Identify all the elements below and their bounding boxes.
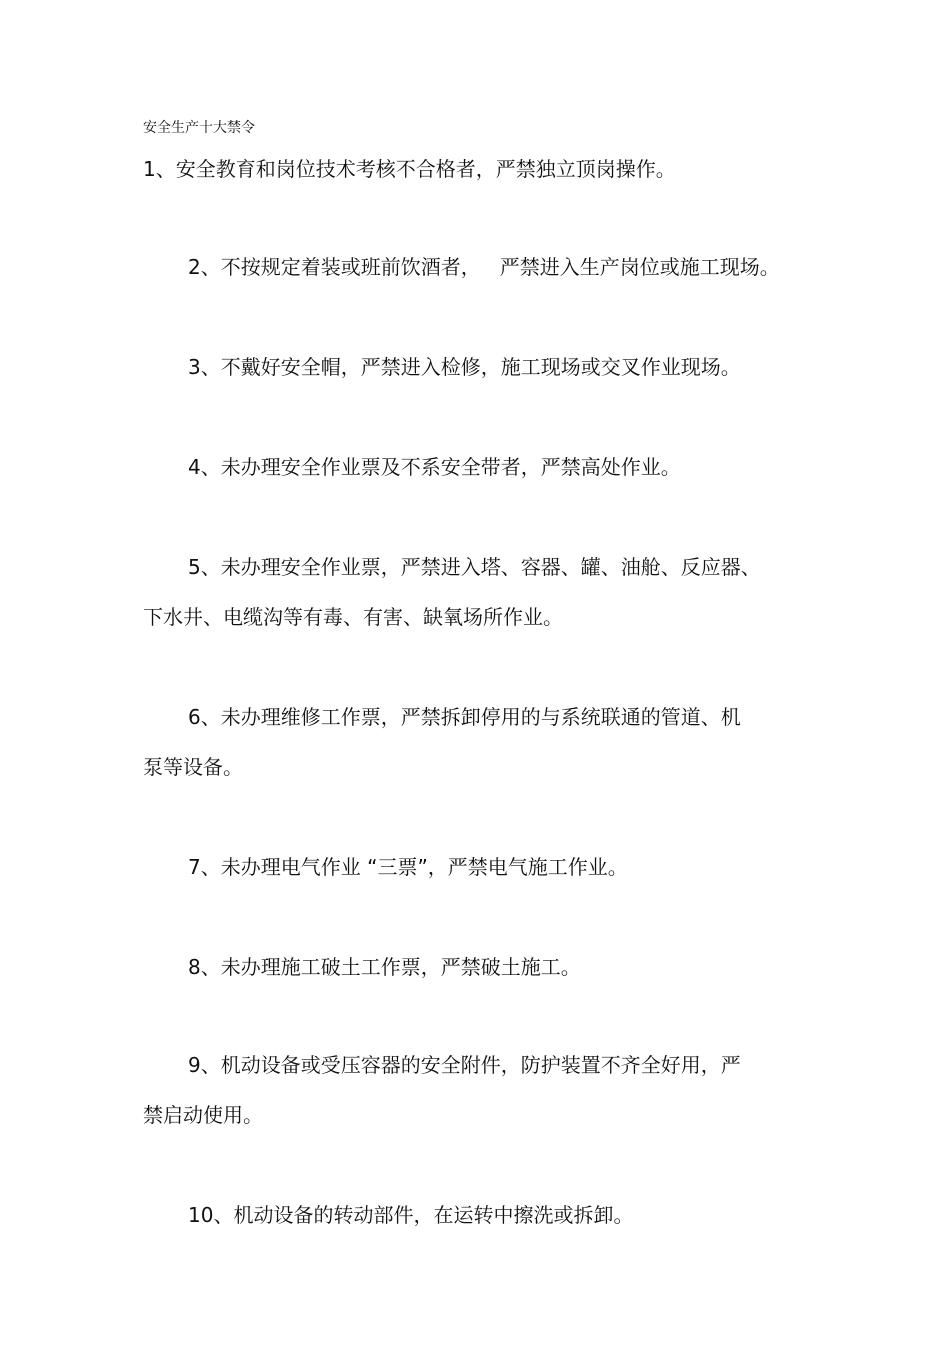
rule-item-2 bbox=[143, 242, 803, 292]
rule-item-3 bbox=[143, 342, 803, 392]
rule-9-line-2: 禁启动使用。 bbox=[143, 1103, 263, 1127]
rule-item-1 bbox=[143, 144, 803, 194]
rule-item-6 bbox=[143, 692, 803, 792]
rule-3-line-1: 3、不戴好安全帽，严禁进入检修，施工现场或交叉作业现场。 bbox=[188, 355, 741, 379]
rule-6-line-1: 6、未办理维修工作票，严禁拆卸停用的与系统联通的管道、机 bbox=[188, 705, 741, 729]
rule-8-line-1: 8、未办理施工破土工作票，严禁破土施工。 bbox=[188, 955, 581, 979]
rule-item-8 bbox=[143, 942, 803, 992]
rule-9-line-1: 9、机动设备或受压容器的安全附件，防护装置不齐全好用，严 bbox=[188, 1053, 741, 1077]
rule-item-5 bbox=[143, 542, 803, 642]
rule-4-line-1: 4、未办理安全作业票及不系安全带者，严禁高处作业。 bbox=[188, 455, 681, 479]
rule-10-line-1: 10、机动设备的转动部件，在运转中擦洗或拆卸。 bbox=[188, 1203, 634, 1227]
rule-item-4 bbox=[143, 442, 803, 492]
rule-item-7 bbox=[143, 842, 803, 892]
rule-5-line-1: 5、未办理安全作业票，严禁进入塔、容器、罐、油舱、反应器、 bbox=[188, 555, 761, 579]
rule-item-9 bbox=[143, 1040, 803, 1140]
rule-item-10 bbox=[143, 1190, 803, 1240]
rule-1-line-1: 1、安全教育和岗位技术考核不合格者，严禁独立顶岗操作。 bbox=[143, 157, 676, 181]
rule-2-line-1: 2、不按规定着装或班前饮酒者， 严禁进入生产岗位或施工现场。 bbox=[188, 255, 780, 279]
rule-7-line-1: 7、未办理电气作业 “三票”，严禁电气施工作业。 bbox=[188, 855, 628, 879]
document-title: 安全生产十大禁令 bbox=[143, 120, 255, 136]
rule-6-line-2: 泵等设备。 bbox=[143, 755, 243, 779]
rule-5-line-2: 下水井、电缆沟等有毒、有害、缺氧场所作业。 bbox=[143, 605, 563, 629]
